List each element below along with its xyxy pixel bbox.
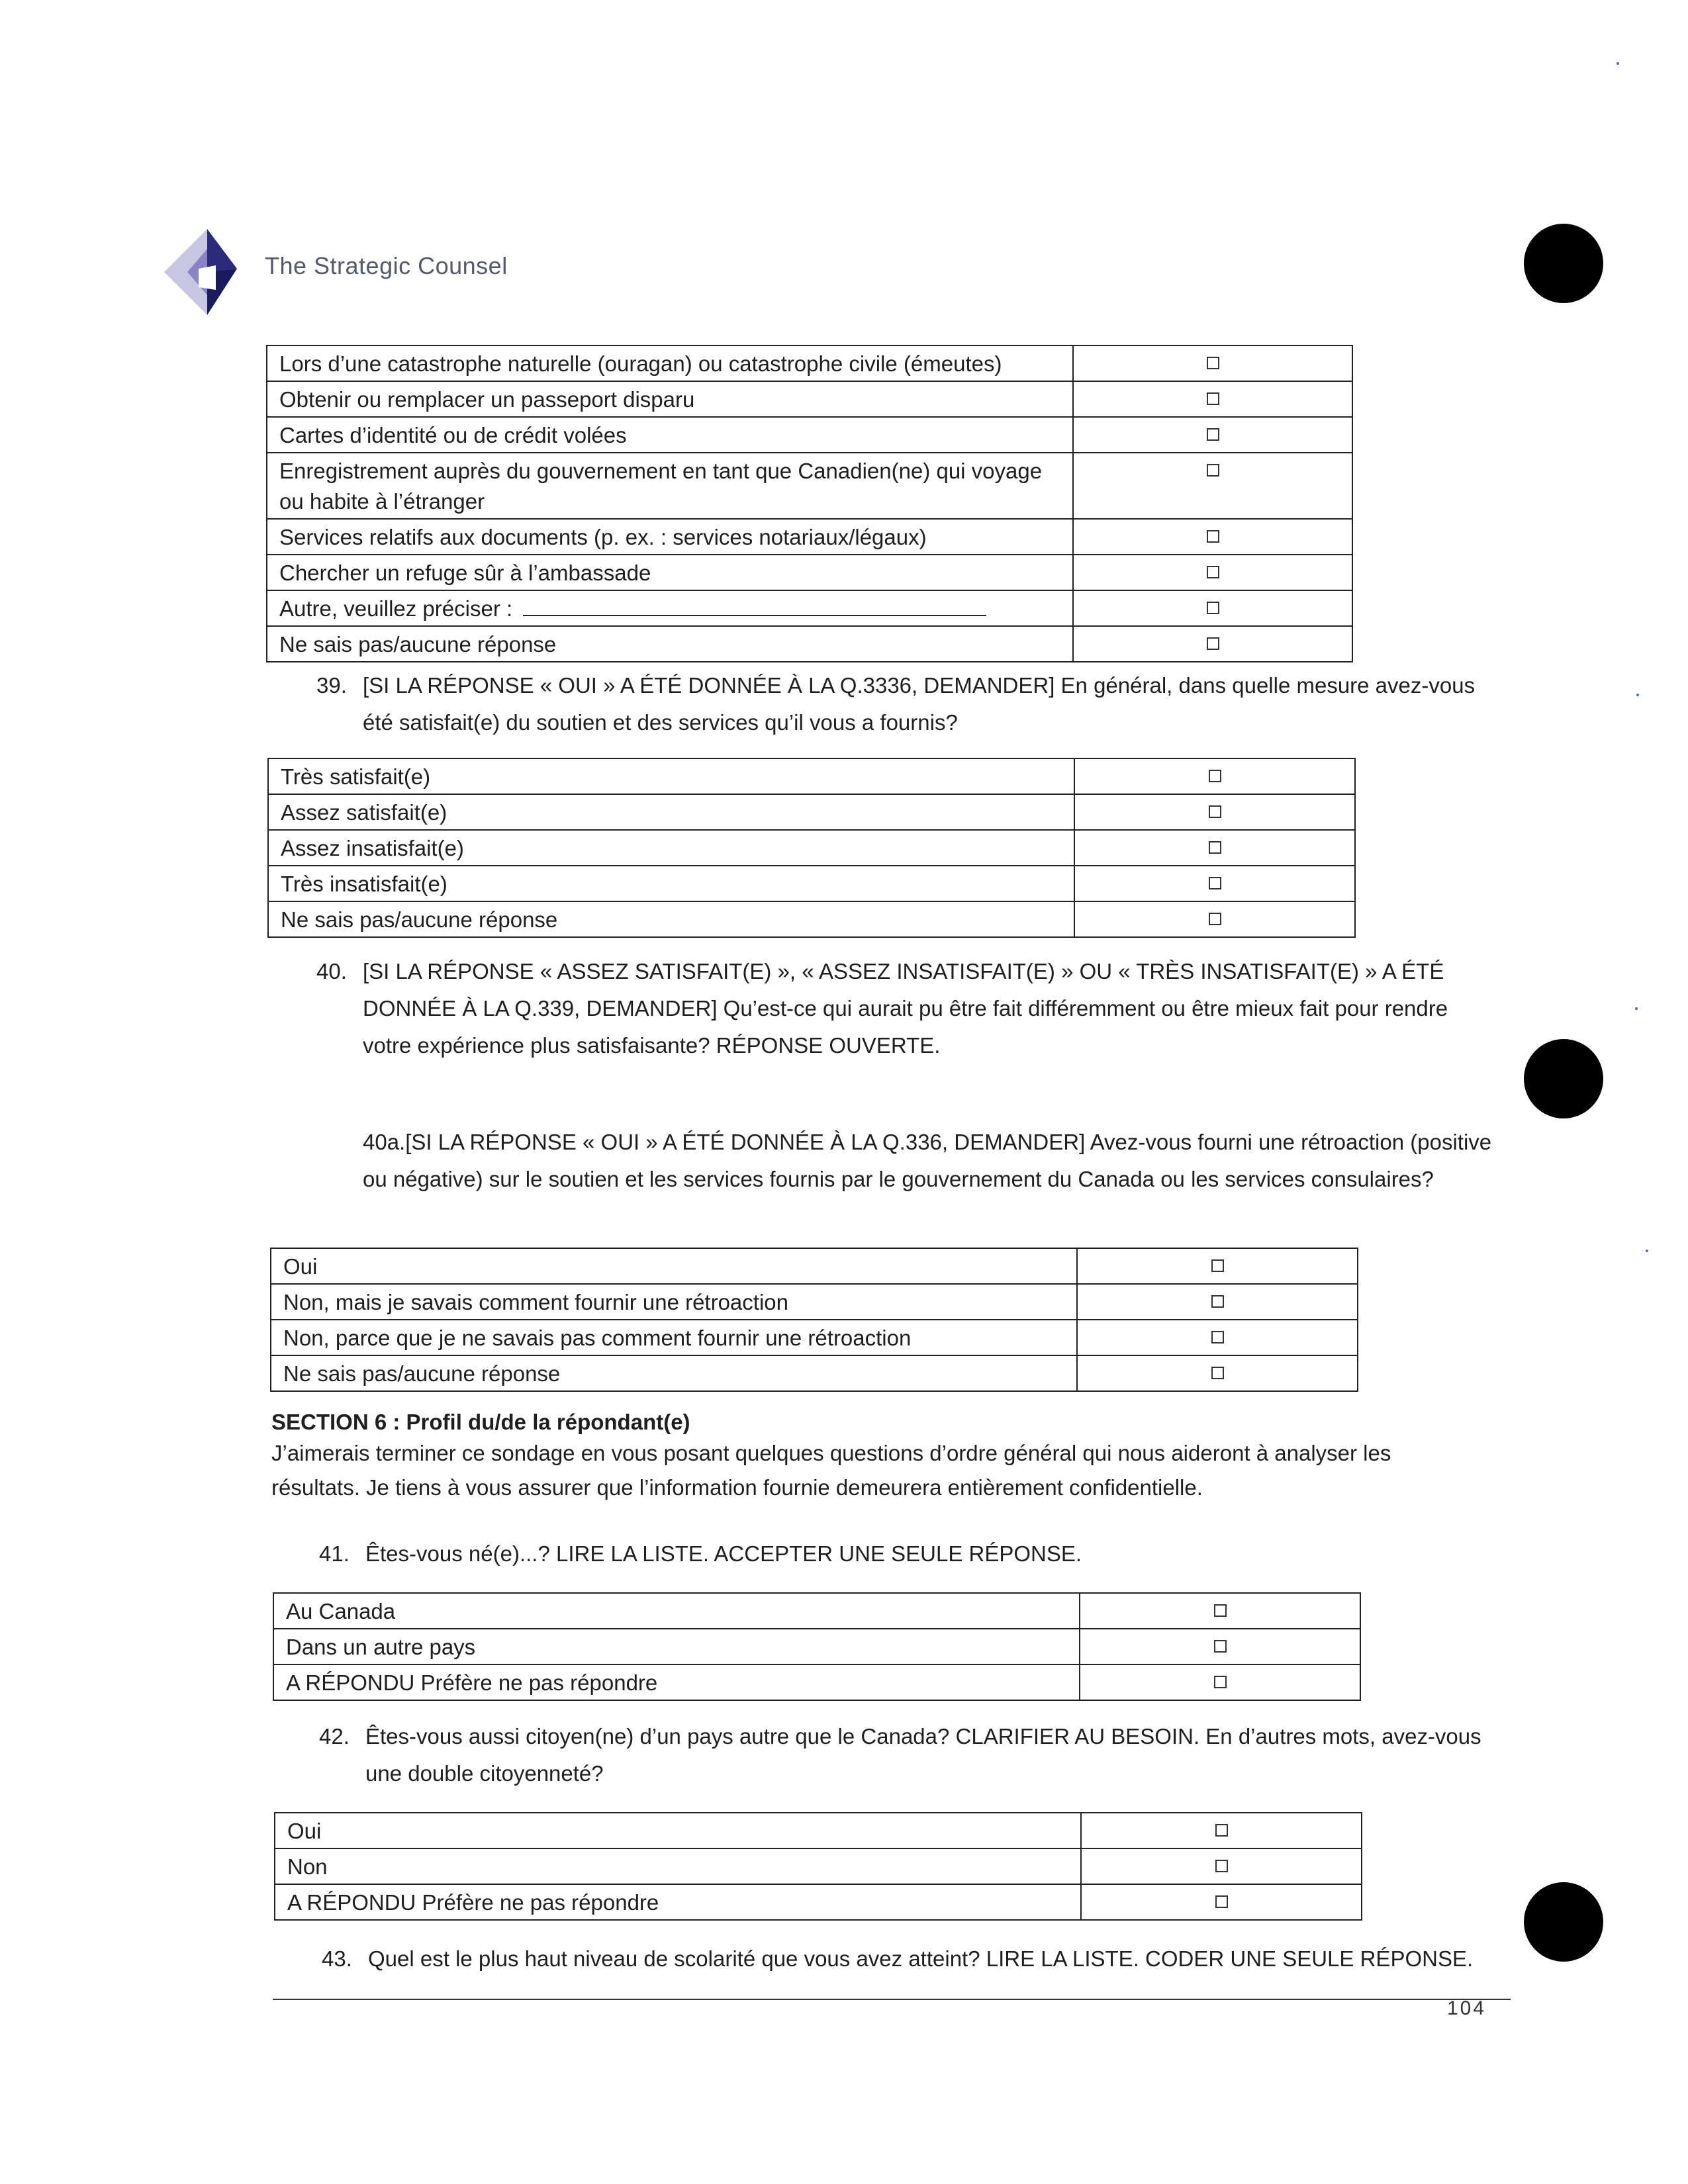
- option-label: Chercher un refuge sûr à l’ambassade: [267, 555, 1073, 590]
- checkbox[interactable]: [1215, 1824, 1228, 1837]
- question-number: 42.: [319, 1724, 350, 1749]
- checkbox[interactable]: [1211, 1295, 1224, 1308]
- checkbox[interactable]: [1214, 1604, 1227, 1617]
- option-label: Oui: [271, 1248, 1077, 1284]
- checkbox[interactable]: [1211, 1259, 1224, 1272]
- table-row: [271, 1320, 1358, 1355]
- checkbox[interactable]: [1207, 357, 1219, 369]
- question-40: [316, 953, 1501, 1064]
- question-text: Quel est le plus haut niveau de scolarité que vous avez atteint? LIRE LA LISTE. CODER UNE SEULE RÉPONSE.: [368, 1946, 1474, 1971]
- checkbox[interactable]: [1211, 1331, 1224, 1343]
- specify-line[interactable]: [523, 596, 986, 616]
- table-row: [267, 453, 1352, 519]
- question-text: [SI LA RÉPONSE « ASSEZ SATISFAIT(E) », « ASSEZ INSATISFAIT(E) » OU « TRÈS INSATISFAIT(E) » A ÉTÉ DONNÉE À LA Q.339, DEMANDER] Qu’est-ce qui aurait pu être fait différemment ou être mieux fait pour rendre votre expérience plus satisfaisante? RÉPONSE OUVERTE.: [363, 959, 1448, 1058]
- table-row: [268, 830, 1355, 866]
- checkbox[interactable]: [1207, 392, 1219, 405]
- checkbox[interactable]: [1209, 770, 1221, 782]
- section-intro: J’aimerais terminer ce sondage en vous posant quelques questions d’ordre général qui nous aideront à analyser les résultats. Je tiens à vous assurer que l’information fournie demeurera entièrement confidentielle.: [271, 1441, 1391, 1500]
- checkbox[interactable]: [1214, 1640, 1227, 1653]
- scan-speck: [1636, 694, 1639, 696]
- checkbox[interactable]: [1207, 566, 1219, 578]
- option-label: Ne sais pas/aucune réponse: [271, 1355, 1077, 1391]
- option-label: Obtenir ou remplacer un passeport disparu: [267, 381, 1073, 417]
- checkbox[interactable]: [1209, 841, 1221, 854]
- table-row: [275, 1813, 1362, 1848]
- table-row: [267, 417, 1352, 453]
- option-label: Au Canada: [273, 1593, 1080, 1629]
- table-row: [268, 794, 1355, 830]
- option-label: Services relatifs aux documents (p. ex. : services notariaux/légaux): [267, 519, 1073, 555]
- table-row: [268, 866, 1355, 901]
- question-39: [316, 667, 1501, 741]
- table-row: [273, 1593, 1360, 1629]
- question-text: 40a.[SI LA RÉPONSE « OUI » A ÉTÉ DONNÉE À LA Q.336, DEMANDER] Avez-vous fourni une rétroaction (positive ou négative) sur le soutien et les services fournis par le gouvernement du Canada ou les services consulaires?: [363, 1130, 1492, 1191]
- q38-options-table: [266, 345, 1353, 662]
- checkbox[interactable]: [1207, 637, 1219, 650]
- question-number: 39.: [316, 673, 347, 698]
- checkbox[interactable]: [1207, 530, 1219, 543]
- checkbox[interactable]: [1215, 1895, 1228, 1908]
- scan-speck: [1646, 1250, 1648, 1252]
- scan-speck: [1617, 62, 1619, 65]
- option-label: Très satisfait(e): [268, 758, 1074, 794]
- question-text: [SI LA RÉPONSE « OUI » A ÉTÉ DONNÉE À LA Q.3336, DEMANDER] En général, dans quelle mesure avez-vous été satisfait(e) du soutien et des services qu’il vous a fournis?: [363, 673, 1476, 735]
- table-row: [268, 901, 1355, 937]
- checkbox[interactable]: [1211, 1367, 1224, 1379]
- table-row: [275, 1848, 1362, 1884]
- question-41: [319, 1535, 1504, 1572]
- q40a-options-table: [270, 1248, 1358, 1392]
- punch-hole: [1524, 1882, 1603, 1962]
- option-label: Oui: [275, 1813, 1081, 1848]
- q41-options-table: [273, 1592, 1361, 1701]
- scan-speck: [1635, 1007, 1638, 1010]
- option-label: Enregistrement auprès du gouvernement en tant que Canadien(ne) qui voyage ou habite à l’étranger: [267, 453, 1073, 519]
- option-label: Très insatisfait(e): [268, 866, 1074, 901]
- table-row: [273, 1629, 1360, 1664]
- option-label: Cartes d’identité ou de crédit volées: [267, 417, 1073, 453]
- checkbox[interactable]: [1209, 877, 1221, 889]
- option-label: Assez satisfait(e): [268, 794, 1074, 830]
- option-label: Assez insatisfait(e): [268, 830, 1074, 866]
- option-label: Ne sais pas/aucune réponse: [268, 901, 1074, 937]
- option-label: Ne sais pas/aucune réponse: [267, 626, 1073, 662]
- question-43: [322, 1940, 1513, 1978]
- question-text: Êtes-vous né(e)...? LIRE LA LISTE. ACCEPTER UNE SEULE RÉPONSE.: [365, 1541, 1082, 1566]
- question-text: Êtes-vous aussi citoyen(ne) d’un pays autre que le Canada? CLARIFIER AU BESOIN. En d’autres mots, avez-vous une double citoyenneté?: [365, 1724, 1481, 1786]
- table-row: [271, 1284, 1358, 1320]
- table-row: [268, 758, 1355, 794]
- table-row: [275, 1884, 1362, 1920]
- table-row: [267, 555, 1352, 590]
- table-row: [267, 590, 1352, 626]
- table-row: [271, 1248, 1358, 1284]
- option-label: Non, parce que je ne savais pas comment fournir une rétroaction: [271, 1320, 1077, 1355]
- question-number: 43.: [322, 1946, 352, 1971]
- option-label: Dans un autre pays: [273, 1629, 1080, 1664]
- option-label: Autre, veuillez préciser :: [279, 596, 513, 621]
- checkbox[interactable]: [1207, 428, 1219, 441]
- question-number: 40.: [316, 959, 347, 983]
- table-row: [267, 626, 1352, 662]
- table-row: [267, 381, 1352, 417]
- table-row: [267, 519, 1352, 555]
- checkbox[interactable]: [1214, 1676, 1227, 1688]
- brand-name: The Strategic Counsel: [265, 252, 508, 279]
- q39-options-table: [267, 758, 1356, 938]
- question-number: 41.: [319, 1541, 350, 1566]
- table-row: [273, 1664, 1360, 1700]
- page-number: 104: [1447, 1997, 1487, 2019]
- section-heading: SECTION 6 : Profil du/de la répondant(e): [271, 1410, 690, 1434]
- strategic-counsel-logo: [158, 229, 244, 315]
- checkbox[interactable]: [1207, 464, 1219, 477]
- option-label-other: [267, 590, 1073, 626]
- punch-hole: [1524, 224, 1603, 303]
- table-row: [271, 1355, 1358, 1391]
- question-42: [319, 1718, 1504, 1792]
- option-label: A RÉPONDU Préfère ne pas répondre: [273, 1664, 1080, 1700]
- punch-hole: [1524, 1039, 1603, 1118]
- option-label: Lors d’une catastrophe naturelle (ouragan) ou catastrophe civile (émeutes): [267, 345, 1073, 381]
- option-label: Non, mais je savais comment fournir une rétroaction: [271, 1284, 1077, 1320]
- option-label: Non: [275, 1848, 1081, 1884]
- checkbox[interactable]: [1207, 602, 1219, 614]
- checkbox[interactable]: [1209, 805, 1221, 818]
- footer-rule: [273, 1999, 1511, 2000]
- table-row: [267, 345, 1352, 381]
- checkbox[interactable]: [1215, 1860, 1228, 1872]
- q42-options-table: [274, 1812, 1362, 1921]
- question-40a: [363, 1124, 1501, 1198]
- checkbox[interactable]: [1209, 913, 1221, 925]
- option-label: A RÉPONDU Préfère ne pas répondre: [275, 1884, 1081, 1920]
